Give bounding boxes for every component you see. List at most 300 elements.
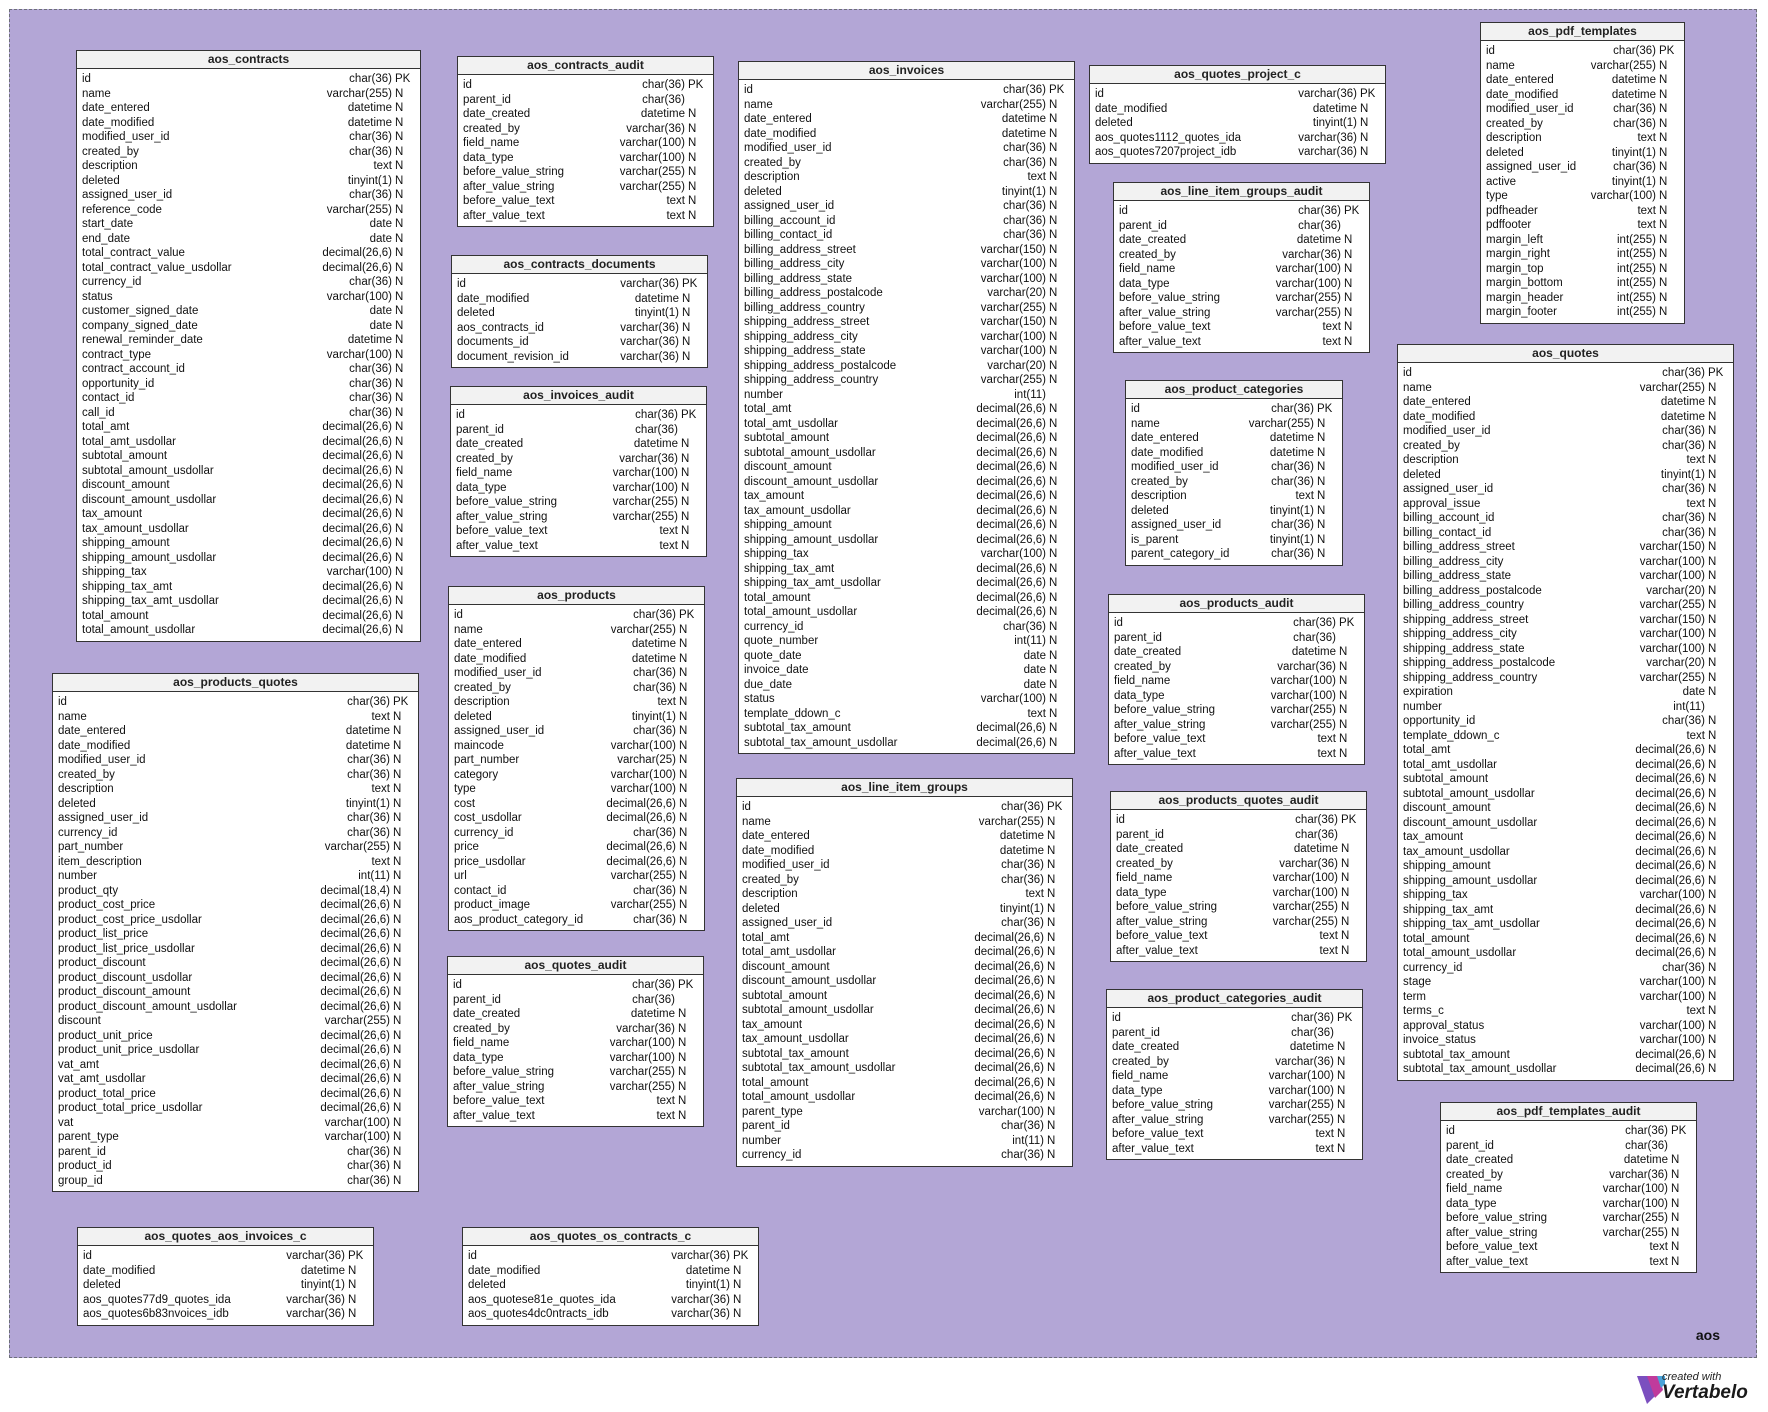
table-title[interactable]: aos_quotes_audit	[448, 957, 703, 975]
column-row[interactable]	[82, 449, 417, 464]
column-row[interactable]	[82, 261, 417, 276]
column-row[interactable]	[1119, 291, 1366, 306]
column-row[interactable]	[453, 1051, 700, 1066]
table-title[interactable]: aos_pdf_templates_audit	[1441, 1103, 1696, 1121]
column-row[interactable]	[744, 678, 1071, 693]
column-row[interactable]	[82, 478, 417, 493]
column-row[interactable]	[1403, 526, 1730, 541]
column-row[interactable]	[744, 562, 1071, 577]
column-row[interactable]	[457, 350, 704, 365]
column-row[interactable]	[1403, 395, 1730, 410]
column-row[interactable]	[1116, 929, 1363, 944]
column-row[interactable]	[463, 122, 710, 137]
column-row[interactable]	[454, 695, 701, 710]
column-row[interactable]	[744, 315, 1071, 330]
column-row[interactable]	[456, 437, 703, 452]
column-row[interactable]	[82, 565, 417, 580]
column-row[interactable]	[1119, 248, 1366, 263]
table-title[interactable]: aos_invoices	[739, 62, 1074, 80]
column-row[interactable]	[1403, 772, 1730, 787]
table-aos-products-quotes[interactable]	[52, 673, 419, 1192]
column-row[interactable]	[82, 391, 417, 406]
column-row[interactable]	[82, 159, 417, 174]
table-title[interactable]: aos_products_audit	[1109, 595, 1364, 613]
column-row[interactable]	[1403, 584, 1730, 599]
column-row[interactable]	[744, 359, 1071, 374]
column-row[interactable]	[1403, 888, 1730, 903]
column-row[interactable]	[456, 510, 703, 525]
column-row[interactable]	[742, 1090, 1069, 1105]
column-row[interactable]	[744, 185, 1071, 200]
column-row[interactable]	[454, 811, 701, 826]
table-aos-invoices[interactable]	[738, 61, 1075, 754]
column-row[interactable]	[457, 335, 704, 350]
column-row[interactable]	[1403, 801, 1730, 816]
column-row[interactable]	[1131, 460, 1339, 475]
table-title[interactable]: aos_quotes_project_c	[1090, 66, 1385, 84]
column-row[interactable]	[742, 815, 1069, 830]
column-row[interactable]	[742, 873, 1069, 888]
column-row[interactable]	[1403, 366, 1730, 381]
column-row[interactable]	[1403, 903, 1730, 918]
column-row[interactable]	[82, 594, 417, 609]
column-row[interactable]	[453, 1007, 700, 1022]
column-row[interactable]	[742, 844, 1069, 859]
column-row[interactable]	[58, 927, 415, 942]
column-row[interactable]	[454, 753, 701, 768]
column-row[interactable]	[1119, 320, 1366, 335]
column-row[interactable]	[58, 724, 415, 739]
column-row[interactable]	[468, 1278, 755, 1293]
column-row[interactable]	[1114, 631, 1361, 646]
column-row[interactable]	[744, 286, 1071, 301]
column-row[interactable]	[463, 78, 710, 93]
column-row[interactable]	[456, 524, 703, 539]
column-row[interactable]	[1112, 1113, 1359, 1128]
column-row[interactable]	[456, 481, 703, 496]
column-row[interactable]	[1131, 547, 1339, 562]
column-row[interactable]	[58, 855, 415, 870]
column-row[interactable]	[1131, 431, 1339, 446]
column-row[interactable]	[1114, 718, 1361, 733]
table-title[interactable]: aos_pdf_templates	[1481, 23, 1684, 41]
column-row[interactable]	[456, 423, 703, 438]
column-row[interactable]	[1131, 475, 1339, 490]
column-row[interactable]	[1403, 642, 1730, 657]
column-row[interactable]	[454, 840, 701, 855]
column-row[interactable]	[58, 710, 415, 725]
column-row[interactable]	[742, 902, 1069, 917]
table-aos-product-categories-audit[interactable]	[1106, 989, 1363, 1160]
column-row[interactable]	[1403, 975, 1730, 990]
column-row[interactable]	[742, 931, 1069, 946]
column-row[interactable]	[1486, 189, 1681, 204]
column-row[interactable]	[1116, 842, 1363, 857]
column-row[interactable]	[454, 913, 701, 928]
column-row[interactable]	[744, 475, 1071, 490]
column-row[interactable]	[58, 826, 415, 841]
column-row[interactable]	[58, 1116, 415, 1131]
column-row[interactable]	[456, 495, 703, 510]
column-row[interactable]	[744, 620, 1071, 635]
column-row[interactable]	[1403, 946, 1730, 961]
column-row[interactable]	[744, 446, 1071, 461]
column-row[interactable]	[1403, 685, 1730, 700]
column-row[interactable]	[454, 652, 701, 667]
column-row[interactable]	[58, 1029, 415, 1044]
column-row[interactable]	[744, 344, 1071, 359]
column-row[interactable]	[58, 985, 415, 1000]
column-row[interactable]	[82, 507, 417, 522]
column-row[interactable]	[83, 1278, 370, 1293]
column-row[interactable]	[1403, 410, 1730, 425]
column-row[interactable]	[1112, 1069, 1359, 1084]
column-row[interactable]	[744, 649, 1071, 664]
table-title[interactable]: aos_product_categories	[1126, 381, 1342, 399]
column-row[interactable]	[1119, 233, 1366, 248]
column-row[interactable]	[1131, 446, 1339, 461]
table-aos-pdf-templates[interactable]	[1480, 22, 1685, 324]
column-row[interactable]	[1486, 44, 1681, 59]
column-row[interactable]	[744, 112, 1071, 127]
table-title[interactable]: aos_products	[449, 587, 704, 605]
column-row[interactable]	[744, 170, 1071, 185]
column-row[interactable]	[457, 292, 704, 307]
column-row[interactable]	[742, 1134, 1069, 1149]
column-row[interactable]	[454, 869, 701, 884]
column-row[interactable]	[1112, 1040, 1359, 1055]
column-row[interactable]	[453, 1022, 700, 1037]
column-row[interactable]	[1403, 917, 1730, 932]
column-row[interactable]	[82, 493, 417, 508]
column-row[interactable]	[1119, 306, 1366, 321]
column-row[interactable]	[82, 623, 417, 638]
column-row[interactable]	[1116, 828, 1363, 843]
column-row[interactable]	[1112, 1011, 1359, 1026]
column-row[interactable]	[744, 199, 1071, 214]
column-row[interactable]	[1446, 1168, 1693, 1183]
column-row[interactable]	[744, 518, 1071, 533]
column-row[interactable]	[1095, 131, 1382, 146]
column-row[interactable]	[744, 591, 1071, 606]
column-row[interactable]	[82, 464, 417, 479]
column-row[interactable]	[744, 228, 1071, 243]
column-row[interactable]	[58, 695, 415, 710]
column-row[interactable]	[58, 1058, 415, 1073]
column-row[interactable]	[1114, 732, 1361, 747]
table-title[interactable]: aos_products_quotes_audit	[1111, 792, 1366, 810]
column-row[interactable]	[463, 136, 710, 151]
column-row[interactable]	[58, 956, 415, 971]
column-row[interactable]	[1131, 518, 1339, 533]
column-row[interactable]	[453, 1080, 700, 1095]
column-row[interactable]	[82, 246, 417, 261]
column-row[interactable]	[1403, 627, 1730, 642]
column-row[interactable]	[463, 107, 710, 122]
column-row[interactable]	[58, 1130, 415, 1145]
column-row[interactable]	[744, 127, 1071, 142]
column-row[interactable]	[457, 306, 704, 321]
column-row[interactable]	[58, 971, 415, 986]
column-row[interactable]	[1095, 102, 1382, 117]
column-row[interactable]	[457, 321, 704, 336]
column-row[interactable]	[83, 1293, 370, 1308]
column-row[interactable]	[1403, 845, 1730, 860]
column-row[interactable]	[744, 736, 1071, 751]
column-row[interactable]	[1114, 616, 1361, 631]
column-row[interactable]	[1446, 1255, 1693, 1270]
column-row[interactable]	[742, 1018, 1069, 1033]
column-row[interactable]	[463, 209, 710, 224]
column-row[interactable]	[744, 141, 1071, 156]
table-aos-line-item-groups[interactable]	[736, 778, 1073, 1167]
column-row[interactable]	[1403, 700, 1730, 715]
column-row[interactable]	[58, 1145, 415, 1160]
column-row[interactable]	[1486, 88, 1681, 103]
column-row[interactable]	[1116, 900, 1363, 915]
column-row[interactable]	[82, 304, 417, 319]
column-row[interactable]	[454, 797, 701, 812]
column-row[interactable]	[744, 272, 1071, 287]
column-row[interactable]	[742, 1032, 1069, 1047]
column-row[interactable]	[82, 420, 417, 435]
column-row[interactable]	[454, 884, 701, 899]
column-row[interactable]	[1116, 857, 1363, 872]
column-row[interactable]	[454, 855, 701, 870]
column-row[interactable]	[82, 609, 417, 624]
column-row[interactable]	[58, 1087, 415, 1102]
table-aos-quotes-os-contracts-c[interactable]	[462, 1227, 759, 1326]
column-row[interactable]	[1114, 747, 1361, 762]
column-row[interactable]	[742, 1119, 1069, 1134]
column-row[interactable]	[456, 408, 703, 423]
column-row[interactable]	[1403, 787, 1730, 802]
table-aos-quotes-project-c[interactable]	[1089, 65, 1386, 164]
column-row[interactable]	[744, 692, 1071, 707]
column-row[interactable]	[468, 1307, 755, 1322]
column-row[interactable]	[742, 989, 1069, 1004]
column-row[interactable]	[744, 721, 1071, 736]
column-row[interactable]	[1114, 674, 1361, 689]
column-row[interactable]	[742, 916, 1069, 931]
column-row[interactable]	[1119, 204, 1366, 219]
column-row[interactable]	[1403, 569, 1730, 584]
column-row[interactable]	[1403, 932, 1730, 947]
column-row[interactable]	[1403, 656, 1730, 671]
column-row[interactable]	[1403, 1019, 1730, 1034]
column-row[interactable]	[1486, 276, 1681, 291]
column-row[interactable]	[1119, 335, 1366, 350]
column-row[interactable]	[744, 330, 1071, 345]
column-row[interactable]	[1403, 990, 1730, 1005]
table-title[interactable]: aos_products_quotes	[53, 674, 418, 692]
table-title[interactable]: aos_quotes_os_contracts_c	[463, 1228, 758, 1246]
column-row[interactable]	[456, 452, 703, 467]
column-row[interactable]	[1486, 146, 1681, 161]
column-row[interactable]	[1131, 533, 1339, 548]
column-row[interactable]	[58, 782, 415, 797]
column-row[interactable]	[468, 1264, 755, 1279]
column-row[interactable]	[58, 1000, 415, 1015]
table-title[interactable]: aos_contracts_documents	[452, 256, 707, 274]
column-row[interactable]	[82, 362, 417, 377]
column-row[interactable]	[742, 974, 1069, 989]
column-row[interactable]	[1486, 247, 1681, 262]
column-row[interactable]	[744, 707, 1071, 722]
column-row[interactable]	[744, 98, 1071, 113]
column-row[interactable]	[1486, 73, 1681, 88]
column-row[interactable]	[82, 551, 417, 566]
column-row[interactable]	[1403, 859, 1730, 874]
column-row[interactable]	[58, 768, 415, 783]
column-row[interactable]	[1486, 291, 1681, 306]
table-title[interactable]: aos_line_item_groups	[737, 779, 1072, 797]
column-row[interactable]	[1403, 714, 1730, 729]
column-row[interactable]	[742, 1076, 1069, 1091]
column-row[interactable]	[744, 243, 1071, 258]
table-title[interactable]: aos_invoices_audit	[451, 387, 706, 405]
column-row[interactable]	[1403, 381, 1730, 396]
column-row[interactable]	[1403, 758, 1730, 773]
column-row[interactable]	[82, 275, 417, 290]
column-row[interactable]	[58, 942, 415, 957]
column-row[interactable]	[457, 277, 704, 292]
table-title[interactable]: aos_contracts_audit	[458, 57, 713, 75]
column-row[interactable]	[1446, 1211, 1693, 1226]
column-row[interactable]	[82, 130, 417, 145]
column-row[interactable]	[1486, 102, 1681, 117]
column-row[interactable]	[82, 377, 417, 392]
column-row[interactable]	[453, 1109, 700, 1124]
column-row[interactable]	[744, 605, 1071, 620]
column-row[interactable]	[454, 710, 701, 725]
column-row[interactable]	[1116, 871, 1363, 886]
column-row[interactable]	[82, 290, 417, 305]
column-row[interactable]	[1446, 1197, 1693, 1212]
column-row[interactable]	[1403, 1062, 1730, 1077]
column-row[interactable]	[1119, 262, 1366, 277]
column-row[interactable]	[1486, 131, 1681, 146]
column-row[interactable]	[1486, 218, 1681, 233]
column-row[interactable]	[58, 898, 415, 913]
column-row[interactable]	[744, 214, 1071, 229]
column-row[interactable]	[454, 768, 701, 783]
column-row[interactable]	[1112, 1026, 1359, 1041]
column-row[interactable]	[1403, 468, 1730, 483]
column-row[interactable]	[1403, 1004, 1730, 1019]
column-row[interactable]	[453, 993, 700, 1008]
column-row[interactable]	[1486, 262, 1681, 277]
column-row[interactable]	[742, 1105, 1069, 1120]
column-row[interactable]	[453, 1094, 700, 1109]
column-row[interactable]	[456, 539, 703, 554]
column-row[interactable]	[58, 1014, 415, 1029]
table-aos-contracts-documents[interactable]	[451, 255, 708, 368]
column-row[interactable]	[744, 533, 1071, 548]
column-row[interactable]	[463, 165, 710, 180]
column-row[interactable]	[744, 156, 1071, 171]
column-row[interactable]	[453, 978, 700, 993]
column-row[interactable]	[1114, 689, 1361, 704]
table-aos-contracts[interactable]	[76, 50, 421, 642]
column-row[interactable]	[82, 217, 417, 232]
column-row[interactable]	[744, 460, 1071, 475]
column-row[interactable]	[82, 203, 417, 218]
table-title[interactable]: aos_product_categories_audit	[1107, 990, 1362, 1008]
table-aos-product-categories[interactable]	[1125, 380, 1343, 566]
column-row[interactable]	[1403, 453, 1730, 468]
column-row[interactable]	[1095, 145, 1382, 160]
column-row[interactable]	[742, 945, 1069, 960]
column-row[interactable]	[58, 1043, 415, 1058]
column-row[interactable]	[1446, 1124, 1693, 1139]
column-row[interactable]	[83, 1264, 370, 1279]
column-row[interactable]	[1131, 504, 1339, 519]
column-row[interactable]	[454, 739, 701, 754]
column-row[interactable]	[1112, 1055, 1359, 1070]
column-row[interactable]	[1446, 1182, 1693, 1197]
column-row[interactable]	[1095, 116, 1382, 131]
column-row[interactable]	[744, 417, 1071, 432]
column-row[interactable]	[58, 913, 415, 928]
column-row[interactable]	[82, 188, 417, 203]
column-row[interactable]	[1116, 915, 1363, 930]
column-row[interactable]	[1403, 1048, 1730, 1063]
column-row[interactable]	[1131, 402, 1339, 417]
column-row[interactable]	[58, 840, 415, 855]
table-title[interactable]: aos_line_item_groups_audit	[1114, 183, 1369, 201]
table-aos-contracts-audit[interactable]	[457, 56, 714, 227]
column-row[interactable]	[58, 1101, 415, 1116]
column-row[interactable]	[82, 319, 417, 334]
column-row[interactable]	[744, 388, 1071, 403]
column-row[interactable]	[744, 301, 1071, 316]
column-row[interactable]	[1112, 1127, 1359, 1142]
table-aos-quotes[interactable]	[1397, 344, 1734, 1081]
column-row[interactable]	[82, 72, 417, 87]
column-row[interactable]	[744, 489, 1071, 504]
column-row[interactable]	[1131, 489, 1339, 504]
column-row[interactable]	[1486, 233, 1681, 248]
column-row[interactable]	[82, 116, 417, 131]
column-row[interactable]	[744, 547, 1071, 562]
column-row[interactable]	[1403, 961, 1730, 976]
column-row[interactable]	[83, 1307, 370, 1322]
table-aos-pdf-templates-audit[interactable]	[1440, 1102, 1697, 1273]
column-row[interactable]	[742, 960, 1069, 975]
column-row[interactable]	[742, 1148, 1069, 1163]
column-row[interactable]	[742, 800, 1069, 815]
column-row[interactable]	[58, 884, 415, 899]
column-row[interactable]	[742, 1047, 1069, 1062]
column-row[interactable]	[82, 406, 417, 421]
column-row[interactable]	[744, 634, 1071, 649]
column-row[interactable]	[1116, 886, 1363, 901]
column-row[interactable]	[1403, 424, 1730, 439]
column-row[interactable]	[58, 1174, 415, 1189]
table-aos-products[interactable]	[448, 586, 705, 931]
column-row[interactable]	[1116, 944, 1363, 959]
column-row[interactable]	[454, 623, 701, 638]
column-row[interactable]	[82, 536, 417, 551]
table-aos-line-item-groups-audit[interactable]	[1113, 182, 1370, 353]
column-row[interactable]	[82, 435, 417, 450]
column-row[interactable]	[744, 402, 1071, 417]
column-row[interactable]	[744, 257, 1071, 272]
column-row[interactable]	[454, 724, 701, 739]
column-row[interactable]	[1403, 555, 1730, 570]
column-row[interactable]	[742, 1003, 1069, 1018]
